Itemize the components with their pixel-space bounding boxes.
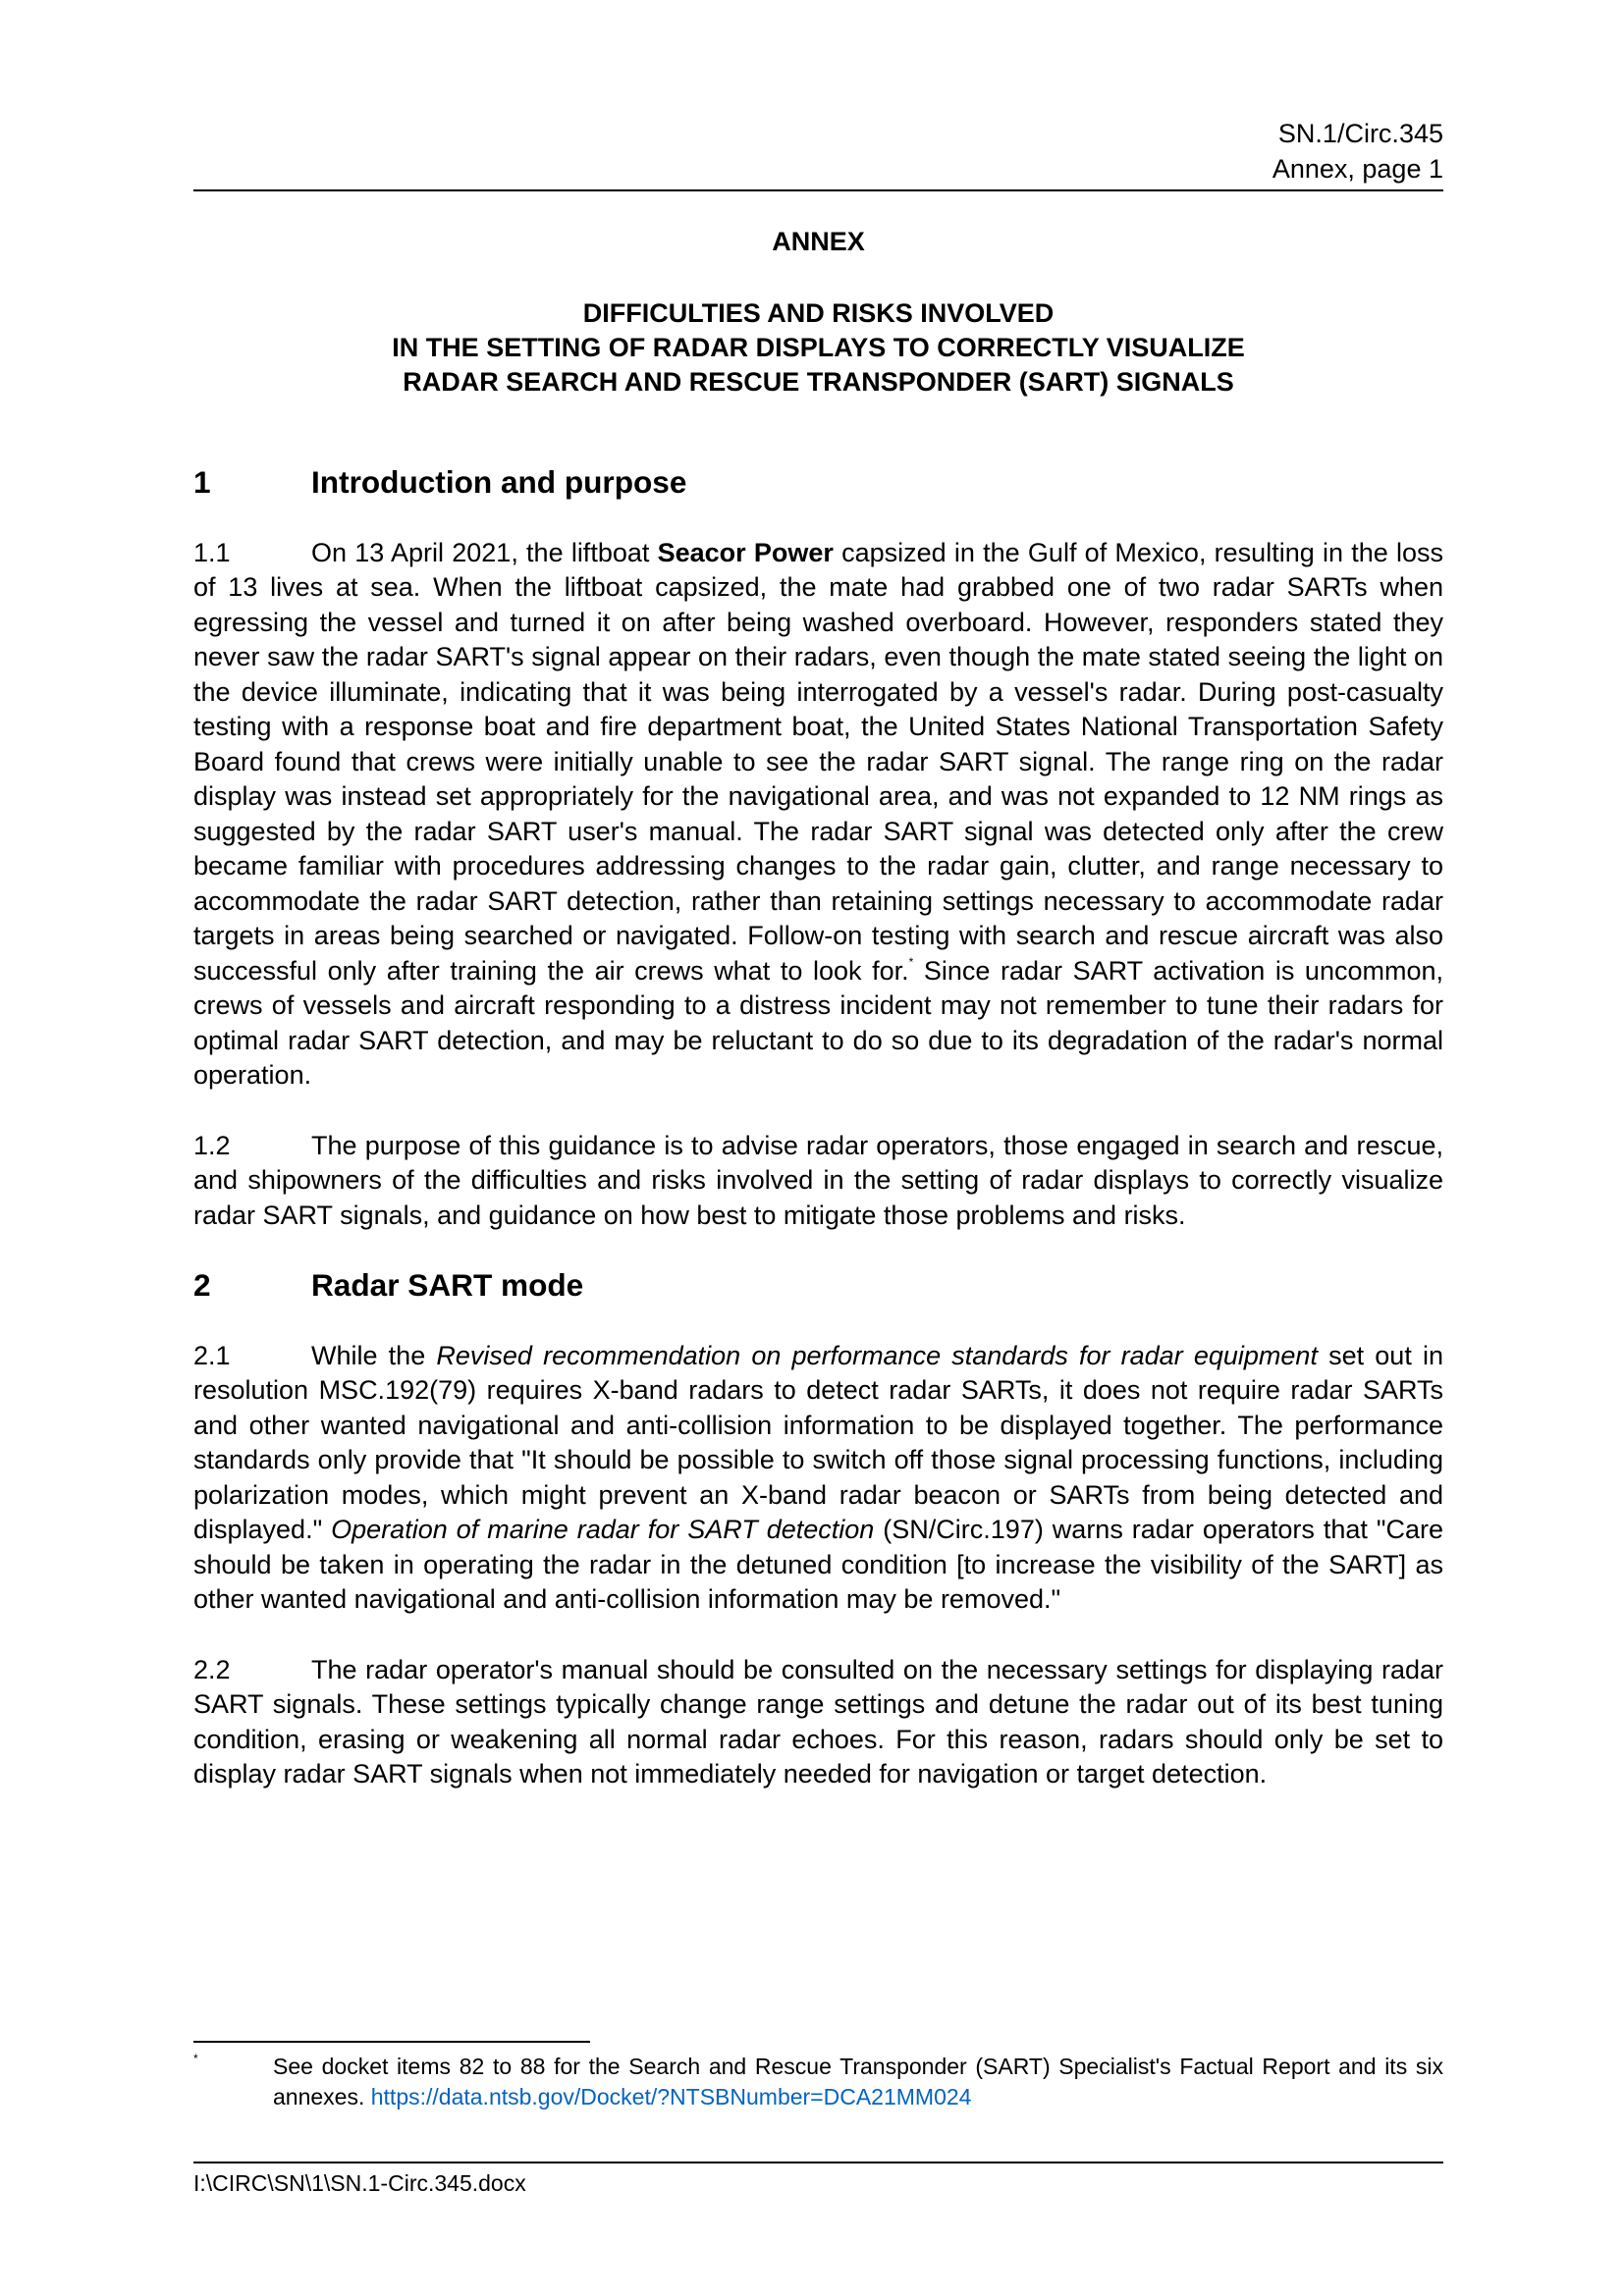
paragraph-1-1 <box>193 536 1443 1094</box>
document-title <box>193 296 1443 400</box>
document-body <box>193 465 1443 1792</box>
footnote-text <box>273 2052 1443 2112</box>
title-line: DIFFICULTIES AND RISKS INVOLVED <box>582 298 1055 328</box>
paragraph-text: The purpose of this guidance is to advise radar operators, those engaged in search and rescue, and shipowners of the difficulties and risks involved in the setting of radar displays to correctly visualize radar SART signals, and guidance on how best to mitigate those problems and risks. <box>193 1130 1443 1230</box>
page-label: Annex, page 1 <box>1272 154 1443 184</box>
paragraph-text: The radar operator's manual should be consulted on the necessary settings for displaying radar SART signals. These settings typically change range settings and detune the radar out of its best tuning condition, erasing or weakening all normal radar echoes. For this reason, radars should only be set to display radar SART signals when not immediately needed for navigation or target detection. <box>193 1654 1443 1789</box>
paragraph-text: set out in resolution MSC.192(79) requires X-band radars to detect radar SARTs, it does not require radar SARTs and other wanted navigational and anti-collision information to be displayed together. The performance standards only provide that "It should be possible to switch off those signal processing functions, including polarization modes, which might prevent an X-band radar beacon or SARTs from being detected and displayed." <box>193 1340 1443 1544</box>
footnote-body: See docket items 82 to 88 for the Search and Rescue Transponder (SART) Specialist's Factual Report and its six annexes. <box>273 2054 1443 2109</box>
footnote-mark: * <box>193 2052 198 2065</box>
section-heading-2 <box>193 1268 1443 1304</box>
paragraph-number: 2.2 <box>193 1654 231 1684</box>
vessel-name: Seacor Power <box>657 537 834 567</box>
footnote-separator <box>193 2041 590 2043</box>
footer-rule <box>193 2162 1443 2163</box>
paragraph-number: 1.2 <box>193 1130 231 1160</box>
paragraph-2-1 <box>193 1339 1443 1618</box>
document-reference: SN.1/Circ.345 <box>1277 119 1443 148</box>
section-title: Introduction and purpose <box>311 464 687 500</box>
footnote <box>193 2052 1443 2112</box>
title-block <box>193 224 1443 400</box>
title-line: IN THE SETTING OF RADAR DISPLAYS TO CORRECTLY VISUALIZE <box>392 333 1245 362</box>
cited-document-title: Revised recommendation on performance standards for radar equipment <box>436 1340 1318 1370</box>
footnote-reference[interactable]: * <box>908 954 914 969</box>
paragraph-2-2 <box>193 1653 1443 1792</box>
paragraph-text: capsized in the Gulf of Mexico, resulting in the loss of 13 lives at sea. When the liftboat capsized, the mate had grabbed one of two radar SARTs when egressing the vessel and turned it on after being washed overboard. However, responders stated they never saw the radar SART's signal appear on their radars, even though the mate stated seeing the light on the device illuminate, indicating that it was being interrogated by a vessel's radar. During post-casualty testing with a response boat and fire department boat, the United States National Transportation Safety Board found that crews were initially unable to see the radar SART signal. The range ring on the radar display was instead set appropriately for the navigational area, and was not expanded to 12 NM rings as suggested by the radar SART user's manual. The radar SART signal was detected only after the crew became familiar with procedures addressing changes to the radar gain, clutter, and range necessary to accommodate the radar SART detection, rather than retaining settings necessary to accommodate radar targets in areas being searched or navigated. Follow-on testing with search and rescue aircraft was also successful only after training the air crews what to look for. <box>193 537 1443 986</box>
cited-document-title: Operation of marine radar for SART detection <box>331 1515 875 1544</box>
paragraph-number: 2.1 <box>193 1340 231 1370</box>
paragraph-text: While the <box>311 1340 437 1370</box>
header-rule <box>193 189 1443 191</box>
footnote-link[interactable]: https://data.ntsb.gov/Docket/?NTSBNumber=DCA21MM024 <box>370 2084 972 2109</box>
title-line: RADAR SEARCH AND RESCUE TRANSPONDER (SART) SIGNALS <box>403 367 1234 397</box>
page-header <box>193 116 1443 187</box>
paragraph-text: (SN/Circ.197) warns radar operators that "Care should be taken in operating the radar in the detuned condition [to increase the visibility of the SART] as other wanted navigational and anti-collision information may be removed." <box>193 1515 1443 1614</box>
footer-file-path: I:\CIRC\SN\1\SN.1-Circ.345.docx <box>193 2170 526 2196</box>
paragraph-number: 1.1 <box>193 537 231 567</box>
section-title: Radar SART mode <box>311 1267 584 1303</box>
paragraph-text: On 13 April 2021, the liftboat <box>311 537 658 567</box>
annex-label: ANNEX <box>772 227 865 256</box>
paragraph-text: Since radar SART activation is uncommon, crews of vessels and aircraft responding to a distress incident may not remember to tune their radars for optimal radar SART detection, and may be reluctant to do so due to its degradation of the radar's normal operation. <box>193 955 1443 1090</box>
section-number: 2 <box>193 1267 211 1303</box>
section-number: 1 <box>193 464 211 500</box>
section-heading-1 <box>193 465 1443 501</box>
paragraph-1-2 <box>193 1129 1443 1234</box>
